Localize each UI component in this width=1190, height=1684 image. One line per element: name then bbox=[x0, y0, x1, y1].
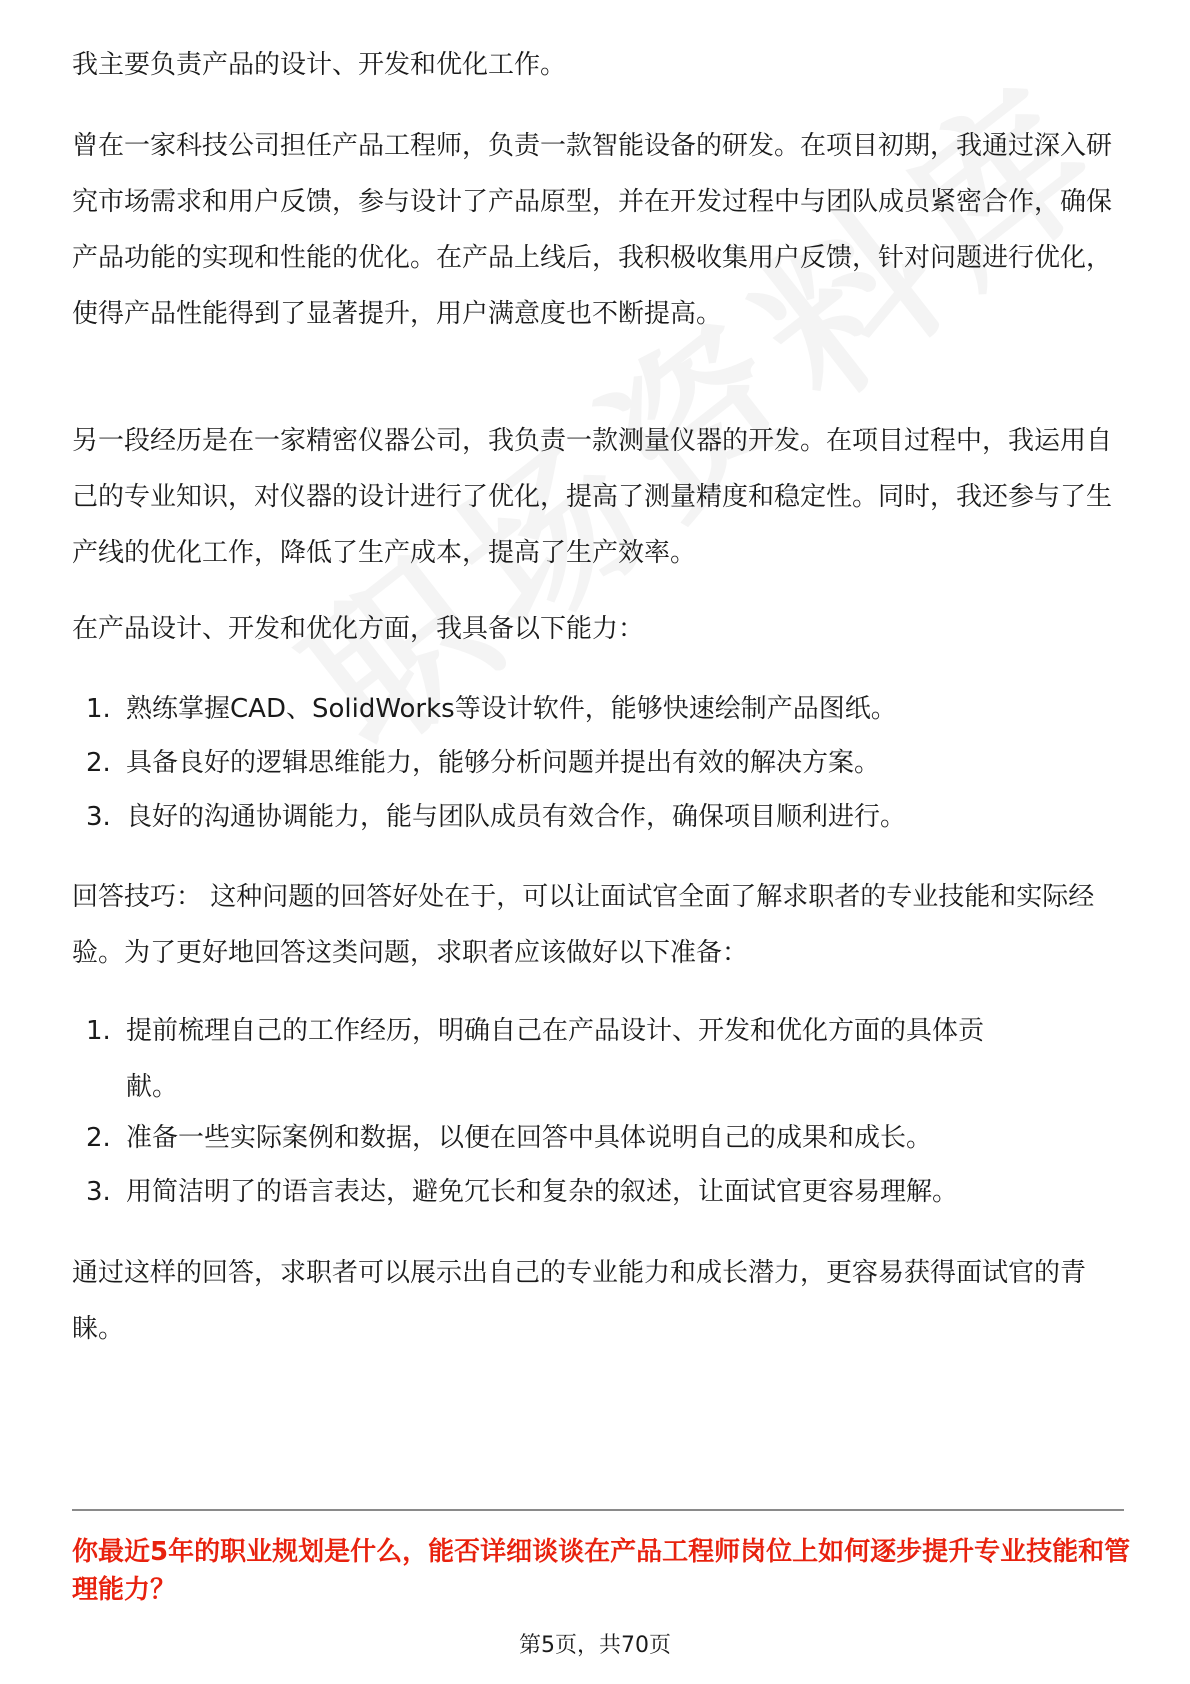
section-divider bbox=[72, 1509, 1124, 1511]
conclusion-paragraph: 通过这样的回答，求职者可以展示出自己的专业能力和成长潜力，更容易获得面试官的青睐。 bbox=[72, 1258, 1087, 1344]
list-number: 2. bbox=[86, 748, 111, 778]
list-text: 熟练掌握CAD、SolidWorks等设计软件，能够快速绘制产品图纸。 bbox=[126, 694, 897, 724]
ability-item bbox=[86, 735, 1126, 791]
list-text: 具备良好的逻辑思维能力，能够分析问题并提出有效的解决方案。 bbox=[126, 748, 881, 778]
tips-paragraph: 回答技巧： 这种问题的回答好处在于，可以让面试官全面了解求职者的专业技能和实际经验。为了更好地回答这类问题，求职者应该做好以下准备： bbox=[72, 882, 1095, 968]
ability-item bbox=[86, 681, 1126, 737]
list-text: 用简洁明了的语言表达，避免冗长和复杂的叙述，让面试官更容易理解。 bbox=[126, 1177, 959, 1207]
list-text: 提前梳理自己的工作经历，明确自己在产品设计、开发和优化方面的具体贡献。 bbox=[126, 1016, 985, 1102]
experience-paragraph-1: 曾在一家科技公司担任产品工程师，负责一款智能设备的研发。在项目初期，我通过深入研究市场需求和用户反馈，参与设计了产品原型，并在开发过程中与团队成员紧密合作，确保产品功能的实现和性能的优化。在产品上线后，我积极收集用户反馈，针对问题进行优化，使得产品性能得到了显著提升，用户满意度也不断提高。 bbox=[72, 131, 1113, 329]
page-footer: 第5页，共70页 bbox=[519, 1633, 671, 1658]
list-number: 3. bbox=[86, 1177, 111, 1207]
preparation-item bbox=[86, 1164, 1126, 1220]
list-number: 3. bbox=[86, 802, 111, 832]
abilities-intro: 在产品设计、开发和优化方面，我具备以下能力： bbox=[72, 614, 645, 644]
list-text: 准备一些实际案例和数据，以便在回答中具体说明自己的成果和成长。 bbox=[126, 1123, 933, 1153]
intro-paragraph: 我主要负责产品的设计、开发和优化工作。 bbox=[72, 50, 567, 80]
list-number: 2. bbox=[86, 1123, 111, 1153]
list-number: 1. bbox=[86, 694, 111, 724]
ability-item bbox=[86, 789, 1126, 845]
list-text: 良好的沟通协调能力，能与团队成员有效合作，确保项目顺利进行。 bbox=[126, 802, 907, 832]
next-question-heading: 你最近5年的职业规划是什么，能否详细谈谈在产品工程师岗位上如何逐步提升专业技能和管理能力？ bbox=[72, 1537, 1131, 1605]
experience-paragraph-2: 另一段经历是在一家精密仪器公司，我负责一款测量仪器的开发。在项目过程中，我运用自己的专业知识，对仪器的设计进行了优化，提高了测量精度和稳定性。同时，我还参与了生产线的优化工作，降低了生产成本，提高了生产效率。 bbox=[72, 426, 1113, 568]
preparation-item bbox=[86, 1003, 1126, 1115]
preparation-item bbox=[86, 1110, 1126, 1166]
list-number: 1. bbox=[86, 1016, 111, 1046]
